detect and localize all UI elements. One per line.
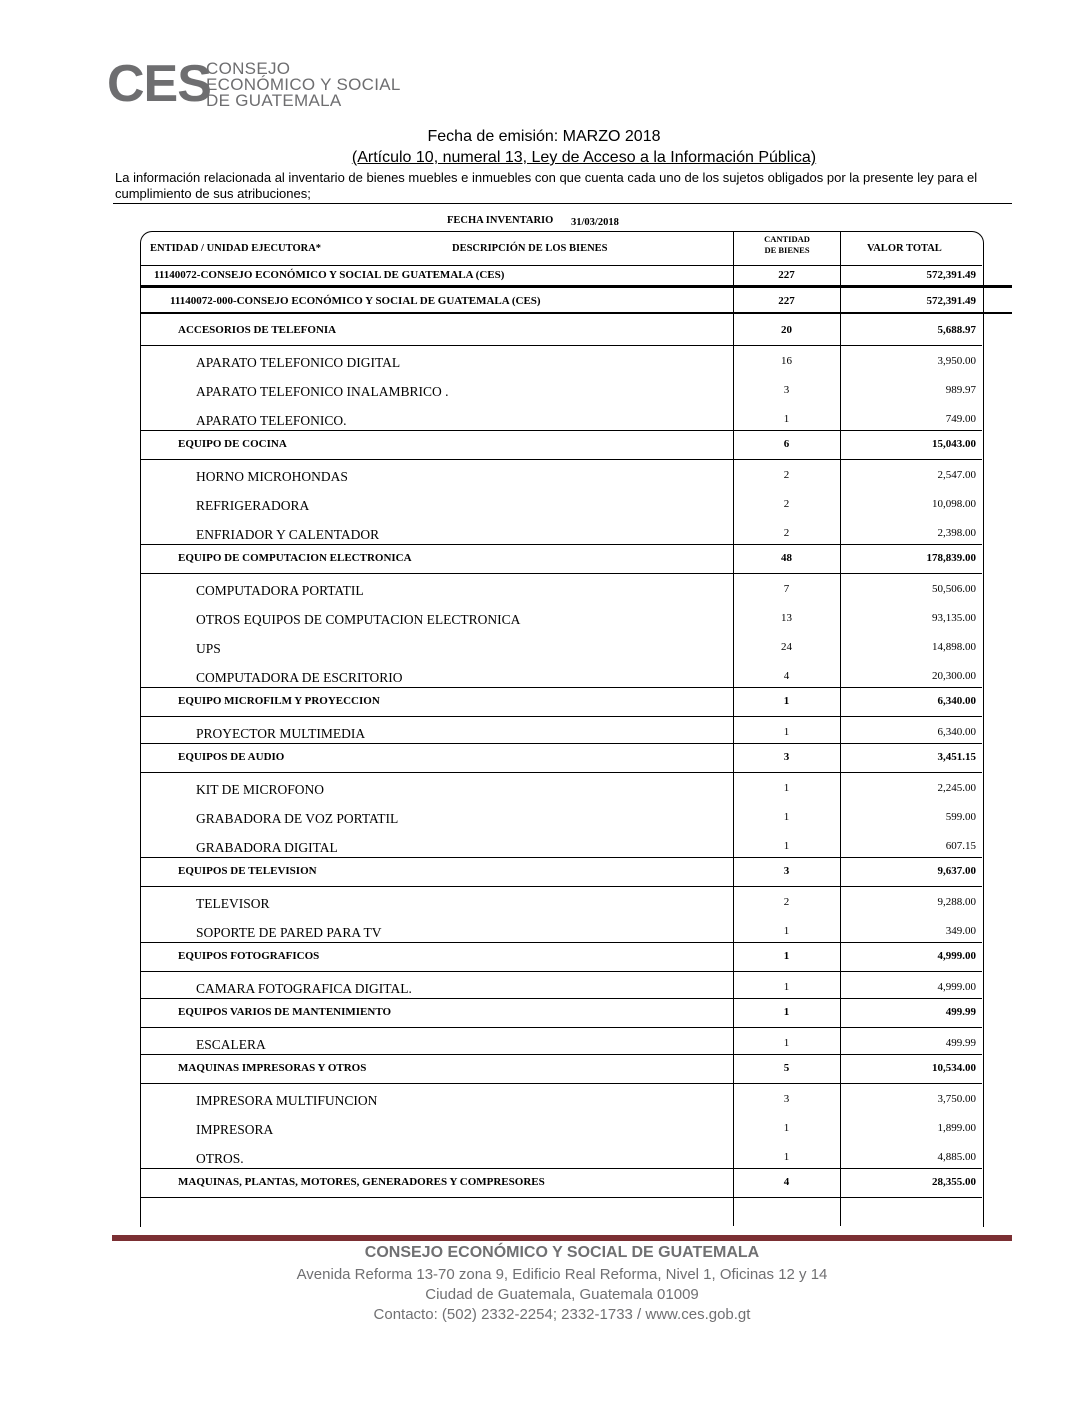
item-quantity: 7	[783, 583, 790, 595]
item-description: APARATO TELEFONICO.	[196, 413, 347, 428]
entity-divider	[141, 285, 1012, 288]
item-row	[141, 469, 982, 487]
item-description: ENFRIADOR Y CALENTADOR	[196, 527, 380, 542]
category-divider	[141, 430, 982, 431]
item-description: GRABADORA DIGITAL	[196, 840, 338, 855]
intro-paragraph: La información relacionada al inventario de bienes muebles e inmuebles con que cuenta cada uno de los sujetos obligados por la presente ley para el cumplimiento de sus atribuciones;	[115, 170, 978, 201]
header-entity: ENTIDAD / UNIDAD EJECUTORA*	[150, 243, 322, 254]
item-value: 2,398.00	[937, 527, 976, 539]
category-divider	[141, 998, 982, 999]
category-row	[141, 1176, 982, 1194]
item-description: TELEVISOR	[196, 896, 270, 911]
row-divider	[141, 265, 982, 266]
item-value: 93,135.00	[932, 612, 976, 624]
header-quantity-line: DE BIENES	[764, 245, 810, 255]
item-description: KIT DE MICROFONO	[196, 782, 325, 797]
item-quantity: 2	[783, 469, 790, 481]
item-row	[141, 925, 982, 943]
entity-description: 11140072-CONSEJO ECONÓMICO Y SOCIAL DE GUATEMALA (CES)	[154, 269, 505, 281]
item-value: 2,547.00	[937, 469, 976, 481]
item-row	[141, 896, 982, 914]
category-description: EQUIPOS DE AUDIO	[178, 751, 285, 763]
item-quantity: 1	[783, 1037, 790, 1049]
item-value: 607.15	[945, 840, 976, 852]
category-divider	[141, 459, 982, 460]
entity-description: 11140072-000-CONSEJO ECONÓMICO Y SOCIAL DE GUATEMALA (CES)	[170, 295, 541, 307]
item-description: SOPORTE DE PARED PARA TV	[196, 925, 382, 940]
category-value: 28,355.00	[932, 1176, 976, 1188]
category-divider	[141, 886, 982, 887]
item-description: IMPRESORA	[196, 1122, 274, 1137]
category-divider	[141, 1168, 982, 1169]
item-row	[141, 384, 982, 402]
logo-abbreviation: CES	[107, 55, 211, 113]
item-row	[141, 811, 982, 829]
logo-text	[206, 61, 401, 109]
category-divider	[141, 687, 982, 688]
item-row	[141, 782, 982, 800]
entity-value: 572,391.49	[926, 269, 976, 281]
category-value: 6,340.00	[937, 695, 976, 707]
item-quantity: 2	[783, 896, 790, 908]
item-value: 499.99	[945, 1037, 976, 1049]
item-quantity: 3	[783, 384, 790, 396]
category-value: 10,534.00	[932, 1062, 976, 1074]
category-divider	[141, 573, 982, 574]
category-row	[141, 865, 982, 883]
category-description: EQUIPOS FOTOGRAFICOS	[178, 950, 320, 962]
footer-address: Avenida Reforma 13-70 zona 9, Edificio Real Reforma, Nivel 1, Oficinas 12 y 14	[296, 1266, 828, 1283]
logo-line: DE GUATEMALA	[206, 91, 342, 110]
item-value: 9,288.00	[937, 896, 976, 908]
category-quantity: 1	[783, 1006, 790, 1018]
category-value: 9,637.00	[937, 865, 976, 877]
item-quantity: 2	[783, 527, 790, 539]
item-quantity: 1	[783, 840, 790, 852]
footer-contact: Contacto: (502) 2332-2254; 2332-1733 / www.ces.gob.gt	[373, 1306, 751, 1323]
item-quantity: 4	[783, 670, 790, 682]
item-description: PROYECTOR MULTIMEDIA	[196, 726, 366, 741]
category-description: MAQUINAS, PLANTAS, MOTORES, GENERADORES Y COMPRESORES	[178, 1176, 545, 1188]
item-row	[141, 981, 982, 999]
item-row	[141, 1151, 982, 1169]
header-quantity-line: CANTIDAD	[764, 234, 810, 244]
item-row	[141, 726, 982, 744]
category-value: 5,688.97	[937, 324, 976, 336]
header-description: DESCRIPCIÓN DE LOS BIENES	[452, 243, 608, 254]
category-value: 3,451.15	[937, 751, 976, 763]
item-description: GRABADORA DE VOZ PORTATIL	[196, 811, 399, 826]
entity-row	[141, 295, 982, 311]
item-quantity: 1	[783, 1151, 790, 1163]
item-value: 989.97	[945, 384, 976, 396]
item-value: 3,950.00	[937, 355, 976, 367]
category-row	[141, 1062, 982, 1080]
item-value: 4,885.00	[937, 1151, 976, 1163]
item-value: 1,899.00	[937, 1122, 976, 1134]
category-quantity: 4	[783, 1176, 790, 1188]
header-quantity	[734, 234, 840, 256]
item-value: 599.00	[945, 811, 976, 823]
item-value: 4,999.00	[937, 981, 976, 993]
category-description: EQUIPOS VARIOS DE MANTENIMIENTO	[178, 1006, 392, 1018]
entity-quantity: 227	[778, 269, 795, 281]
category-divider	[141, 857, 982, 858]
logo-line: CONSEJO	[206, 59, 291, 78]
category-value: 178,839.00	[926, 552, 976, 564]
item-description: REFRIGERADORA	[196, 498, 310, 513]
inventory-date-value: 31/03/2018	[571, 217, 619, 228]
category-divider	[141, 1027, 982, 1028]
category-quantity: 1	[783, 695, 790, 707]
category-row	[141, 552, 982, 570]
item-row	[141, 1122, 982, 1140]
logo-line: ECONÓMICO Y SOCIAL	[206, 75, 401, 94]
item-description: ESCALERA	[196, 1037, 266, 1052]
category-divider	[141, 1054, 982, 1055]
category-value: 499.99	[945, 1006, 976, 1018]
item-row	[141, 670, 982, 688]
item-description: CAMARA FOTOGRAFICA DIGITAL.	[196, 981, 412, 996]
entity-row	[141, 269, 982, 285]
item-value: 10,098.00	[932, 498, 976, 510]
category-quantity: 1	[783, 950, 790, 962]
item-description: OTROS.	[196, 1151, 244, 1166]
item-row	[141, 840, 982, 858]
category-description: ACCESORIOS DE TELEFONIA	[178, 324, 337, 336]
category-value: 15,043.00	[932, 438, 976, 450]
item-quantity: 2	[783, 498, 790, 510]
category-divider	[141, 942, 982, 943]
item-quantity: 1	[783, 413, 790, 425]
item-quantity: 1	[783, 782, 790, 794]
item-quantity: 1	[783, 981, 790, 993]
item-description: APARATO TELEFONICO DIGITAL	[196, 355, 401, 370]
item-value: 2,245.00	[937, 782, 976, 794]
footer-bar	[112, 1235, 1012, 1241]
category-divider	[141, 743, 982, 744]
category-quantity: 3	[783, 751, 790, 763]
header-value: VALOR TOTAL	[867, 243, 942, 254]
item-description: HORNO MICROHONDAS	[196, 469, 348, 484]
category-divider	[141, 716, 982, 717]
category-quantity: 3	[783, 865, 790, 877]
category-description: EQUIPOS DE TELEVISION	[178, 865, 317, 877]
item-quantity: 1	[783, 1122, 790, 1134]
article-reference: (Artículo 10, numeral 13, Ley de Acceso a la Información Pública)	[351, 149, 817, 166]
entity-quantity: 227	[778, 295, 795, 307]
item-row	[141, 1093, 982, 1111]
item-description: COMPUTADORA DE ESCRITORIO	[196, 670, 403, 685]
item-row	[141, 612, 982, 630]
category-quantity: 6	[783, 438, 790, 450]
entity-divider	[141, 312, 1012, 314]
category-description: EQUIPO DE COCINA	[178, 438, 287, 450]
item-row	[141, 498, 982, 516]
item-row	[141, 355, 982, 373]
footer-org: CONSEJO ECONÓMICO Y SOCIAL DE GUATEMALA	[364, 1244, 760, 1261]
item-value: 50,506.00	[932, 583, 976, 595]
item-description: OTROS EQUIPOS DE COMPUTACION ELECTRONICA	[196, 612, 521, 627]
item-description: APARATO TELEFONICO INALAMBRICO .	[196, 384, 449, 399]
header-rule	[113, 203, 1012, 204]
category-quantity: 5	[783, 1062, 790, 1074]
item-value: 349.00	[945, 925, 976, 937]
category-divider	[141, 544, 982, 545]
item-value: 20,300.00	[932, 670, 976, 682]
item-quantity: 1	[783, 811, 790, 823]
item-quantity: 16	[781, 355, 792, 367]
item-row	[141, 583, 982, 601]
item-quantity: 13	[781, 612, 792, 624]
item-row	[141, 527, 982, 545]
item-quantity: 1	[783, 726, 790, 738]
entity-value: 572,391.49	[926, 295, 976, 307]
item-quantity: 3	[783, 1093, 790, 1105]
category-divider	[141, 1197, 982, 1198]
item-row	[141, 413, 982, 431]
item-quantity: 1	[783, 925, 790, 937]
inventory-date-label: FECHA INVENTARIO	[447, 215, 554, 226]
category-divider	[141, 1083, 982, 1084]
category-row	[141, 950, 982, 968]
category-row	[141, 438, 982, 456]
category-divider	[141, 345, 982, 346]
item-description: COMPUTADORA PORTATIL	[196, 583, 364, 598]
category-row	[141, 751, 982, 769]
category-row	[141, 695, 982, 713]
category-row	[141, 1006, 982, 1024]
item-description: UPS	[196, 641, 221, 656]
category-row	[141, 324, 982, 342]
emission-date: Fecha de emisión: MARZO 2018	[427, 128, 661, 145]
item-value: 14,898.00	[932, 641, 976, 653]
item-description: IMPRESORA MULTIFUNCION	[196, 1093, 378, 1108]
category-value: 4,999.00	[937, 950, 976, 962]
category-divider	[141, 772, 982, 773]
category-description: EQUIPO DE COMPUTACION ELECTRONICA	[178, 552, 412, 564]
item-quantity: 24	[781, 641, 792, 653]
item-value: 3,750.00	[937, 1093, 976, 1105]
category-divider	[141, 971, 982, 972]
category-quantity: 48	[781, 552, 792, 564]
category-description: MAQUINAS IMPRESORAS Y OTROS	[178, 1062, 367, 1074]
item-value: 749.00	[945, 413, 976, 425]
footer-city: Ciudad de Guatemala, Guatemala 01009	[425, 1286, 699, 1303]
category-description: EQUIPO MICROFILM Y PROYECCION	[178, 695, 380, 707]
item-value: 6,340.00	[937, 726, 976, 738]
category-quantity: 20	[781, 324, 792, 336]
item-row	[141, 641, 982, 659]
item-row	[141, 1037, 982, 1055]
